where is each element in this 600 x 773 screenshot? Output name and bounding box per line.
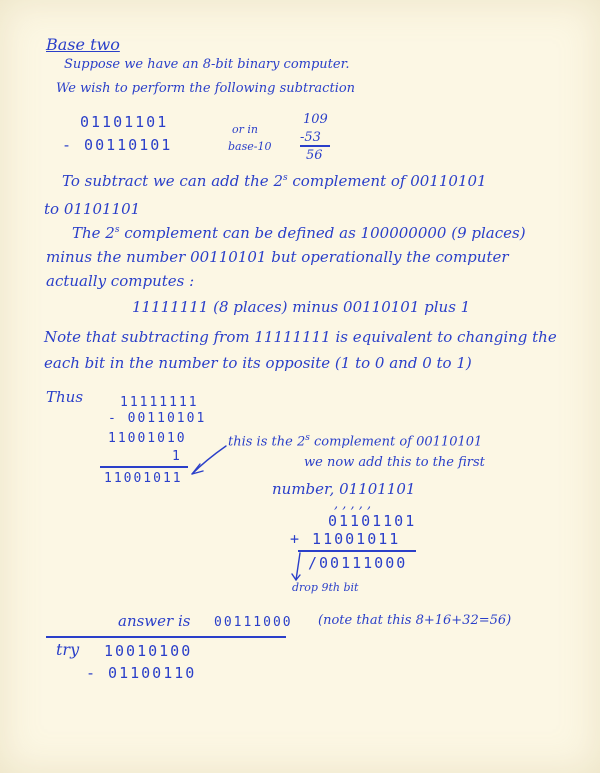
page-heading: Base two: [46, 35, 120, 54]
annotation-line-1: this is the 2$^s$ complement of 00110101: [228, 433, 483, 450]
problem-decimal-result: 56: [306, 148, 323, 163]
annotation-line-3: number, 01101101: [272, 480, 416, 498]
answer-label: answer is: [118, 612, 191, 630]
try-label: try: [56, 640, 80, 659]
problem-base10: base-10: [228, 140, 272, 153]
explanation-line-7: Note that subtracting from 11111111 is equivalent to changing the: [44, 328, 557, 346]
annotation-line-2: we now add this to the first: [304, 455, 485, 470]
problem-minuend: 01101101: [80, 113, 169, 131]
addition-row-1: 01101101: [328, 512, 417, 530]
explanation-line-5: actually computes :: [46, 272, 195, 290]
addition-carries: , , , , ,: [334, 497, 372, 512]
explanation-line-8: each bit in the number to its opposite (1 to 0 and 0 to 1): [44, 354, 472, 372]
explanation-line-1: To subtract we can add the 2$^s$ complement of 00110101: [62, 172, 487, 190]
intro-line-2: We wish to perform the following subtraction: [56, 81, 356, 96]
arrow-to-complement-shaft: [192, 446, 226, 474]
explanation-line-2: to 01101101: [44, 200, 141, 218]
thus-label: Thus: [46, 388, 84, 406]
thus-row-4: 1: [172, 449, 182, 464]
problem-decimal-top: 109: [303, 112, 328, 127]
thus-row-1: 11111111: [120, 395, 199, 410]
addition-result: /00111000: [308, 554, 408, 572]
try-row-2: - 01100110: [86, 664, 197, 682]
problem-decimal-bottom: -53: [300, 130, 321, 145]
try-row-1: 10010100: [104, 642, 193, 660]
explanation-line-4: minus the number 00110101 but operationally the computer: [46, 248, 509, 266]
problem-subtrahend: - 00110101: [62, 136, 173, 154]
intro-line-1: Suppose we have an 8-bit binary computer.: [64, 57, 350, 72]
addition-drop-note: drop 9th bit: [292, 581, 359, 594]
problem-or-in: or in: [232, 123, 258, 136]
thus-row-3: 11001010: [108, 431, 187, 446]
answer-value: 00111000: [214, 615, 293, 630]
explanation-line-3: The 2$^s$ complement can be defined as 100000000 (9 places): [72, 224, 526, 242]
addition-row-2: + 11001011: [290, 530, 401, 548]
answer-note: (note that this 8+16+32=56): [318, 613, 512, 628]
explanation-line-6: 11111111 (8 places) minus 00110101 plus 1: [132, 298, 471, 316]
thus-result: 11001011: [104, 471, 183, 486]
thus-row-2: - 00110101: [108, 411, 207, 426]
